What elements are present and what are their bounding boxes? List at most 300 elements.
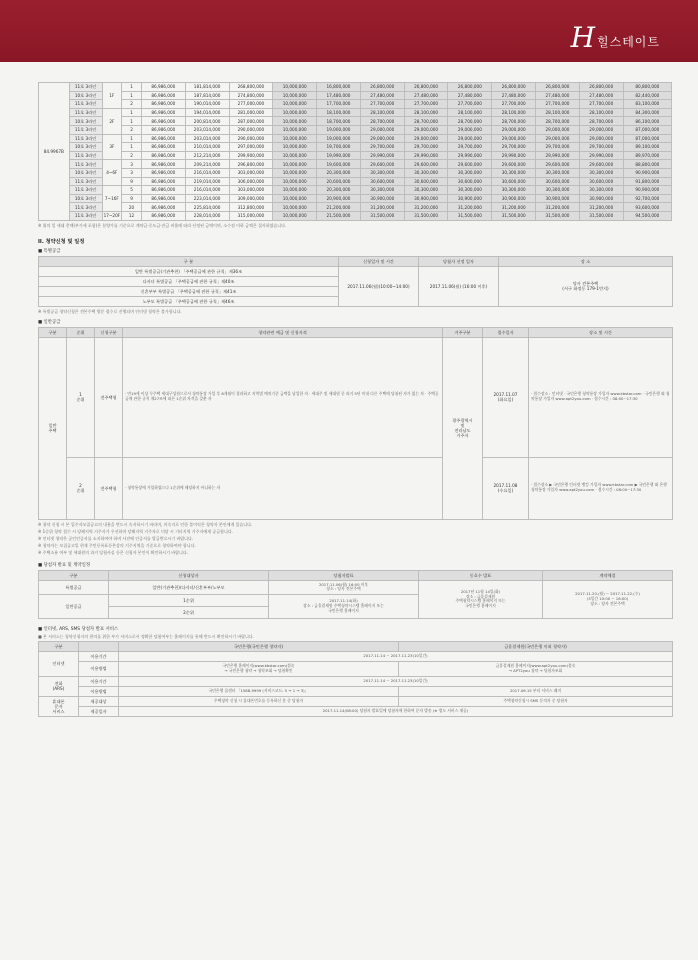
- rank2-place: · 접수장소 ▶ 국민은행 인터넷 뱅킹 가입자 www.kbstar.com ▶ 국민은행 외 은행 청약통장 가입자 www.apt2you.com · 접수시간 : 08:00~17:30: [529, 457, 673, 519]
- logo-mark: H: [570, 21, 596, 54]
- price-cell: 19,000,000: [317, 125, 361, 134]
- price-cell: 86,100,000: [623, 117, 671, 126]
- price-cell: 26,800,000: [360, 83, 404, 92]
- price-cell: 31,500,000: [360, 211, 404, 220]
- logo-text: 힐스테이트: [597, 34, 660, 49]
- price-cell: 1: [122, 83, 142, 92]
- general-notes: [38, 522, 672, 555]
- price-cell: 30,900,000: [404, 194, 448, 203]
- floor-cell: 3F: [102, 134, 122, 160]
- price-cell: 27,480,000: [492, 91, 536, 100]
- price-cell: 312,800,000: [229, 203, 273, 212]
- service-value-kb: 주택청약 신청 시 휴대폰번호를 등록하신 분 중 당첨자: [119, 696, 399, 706]
- service-item: 이용기간: [79, 652, 119, 662]
- price-cell: 31,500,000: [492, 211, 536, 220]
- price-cell: 29,000,000: [360, 125, 404, 134]
- price-cell: 28,700,000: [360, 117, 404, 126]
- special-supply-table: [38, 256, 673, 307]
- price-cell: 19,600,000: [317, 160, 361, 169]
- apply-type-rank2: 전주택형: [95, 457, 123, 519]
- price-cell: 27,700,000: [448, 100, 492, 109]
- price-cell: 2: [122, 125, 142, 134]
- price-cell: 86,986,000: [141, 177, 185, 186]
- price-cell: 28,700,000: [448, 117, 492, 126]
- schedule-special-target: 일반(기관추천)/다자녀/신혼부부/노부모: [109, 580, 269, 595]
- schedule-header-unit: 동호수 발표: [419, 570, 543, 580]
- service-row: [39, 662, 673, 677]
- price-row: [39, 108, 672, 117]
- general-note: ※ 주택소유 여부 및 세대원의 과거 당첨사실 등은 신청자 본인이 확인하시기 바랍니다.: [38, 549, 188, 555]
- service-header-type: 구분: [39, 642, 79, 652]
- price-cell: 19,700,000: [317, 143, 361, 152]
- unit-line-cell: 11호 3라인: [69, 151, 102, 160]
- general-note: ※ 인터넷 청약은 공인인증서를 소지하여야 하며 사전에 인증서를 발급받으시기 바랍니다.: [38, 535, 194, 541]
- rank2-date: 2017.11.08 (수요일): [483, 457, 529, 519]
- special-note: ※ 특별공급 청약신청은 견본주택 방문 접수로 진행되며 인터넷 청약은 불가합니다.: [38, 308, 182, 314]
- general-supply-table: [38, 327, 673, 520]
- price-cell: 26,800,000: [536, 83, 580, 92]
- price-cell: 3: [122, 168, 142, 177]
- price-cell: 200,814,000: [185, 117, 229, 126]
- unit-line-cell: 11호 3라인: [69, 83, 102, 92]
- price-cell: 29,990,000: [536, 151, 580, 160]
- price-cell: 26,800,000: [579, 83, 623, 92]
- service-item: 제공대상: [79, 696, 119, 706]
- price-cell: 28,100,000: [579, 108, 623, 117]
- service-row: [39, 652, 673, 662]
- price-cell: 30,900,000: [492, 194, 536, 203]
- price-cell: 303,000,000: [229, 186, 273, 195]
- price-cell: 299,900,000: [229, 151, 273, 160]
- price-cell: 31,200,000: [448, 203, 492, 212]
- schedule-rank2: 2순위: [109, 607, 269, 619]
- price-cell: 1: [122, 134, 142, 143]
- price-cell: 30,300,000: [448, 168, 492, 177]
- service-title: ■ 인터넷, ARS, SMS 당첨자 발표 서비스: [38, 626, 672, 632]
- price-cell: 27,480,000: [448, 91, 492, 100]
- price-cell: 31,200,000: [579, 203, 623, 212]
- price-cell: 84,300,000: [623, 108, 671, 117]
- price-cell: 29,000,000: [579, 125, 623, 134]
- price-cell: 86,986,000: [141, 117, 185, 126]
- apply-type-rank1: 전주택형: [95, 337, 123, 457]
- price-cell: 27,480,000: [536, 91, 580, 100]
- general-header-type: 구분: [39, 327, 67, 337]
- unit-line-cell: 10호 3라인: [69, 168, 102, 177]
- price-cell: 216,014,000: [185, 168, 229, 177]
- price-cell: 86,986,000: [141, 83, 185, 92]
- rank1-qualification: · 만19세 이상 무주택 세대구성원으로서 청약통장 가입 후 6개월이 경과하고 지역별 예치기준 금액을 납입한 자 · 세대주 및 세대원 중 과거 5년 이내 다른 주택에 당첨된 자가 없는 자 · 주택공급에 관한 규칙 제27조에 따른 1순위 자격을 갖춘 자: [123, 337, 443, 457]
- price-cell: 203,014,000: [185, 134, 229, 143]
- price-cell: 277,000,000: [229, 100, 273, 109]
- price-cell: 31,200,000: [360, 203, 404, 212]
- price-cell: 31,500,000: [448, 211, 492, 220]
- price-cell: 29,600,000: [404, 160, 448, 169]
- unit-line-cell: 11호 3라인: [69, 203, 102, 212]
- price-cell: 303,000,000: [229, 168, 273, 177]
- price-cell: 30,300,000: [579, 168, 623, 177]
- price-cell: 30,900,000: [579, 194, 623, 203]
- price-cell: 28,700,000: [404, 117, 448, 126]
- price-cell: 27,700,000: [579, 100, 623, 109]
- schedule-header-announce: 당첨자발표: [269, 570, 419, 580]
- price-cell: 296,800,000: [229, 160, 273, 169]
- price-cell: 31,500,000: [404, 211, 448, 220]
- price-cell: 10,000,000: [273, 143, 317, 152]
- price-cell: 20: [122, 203, 142, 212]
- general-header-residence: 거주구분: [443, 327, 483, 337]
- general-header-qualification: 청약관련 예금 및 신청자격: [123, 327, 443, 337]
- price-cell: 29,990,000: [448, 151, 492, 160]
- price-cell: 1: [122, 117, 142, 126]
- price-cell: 30,300,000: [492, 168, 536, 177]
- price-cell: 1: [122, 143, 142, 152]
- price-cell: 10,000,000: [273, 168, 317, 177]
- special-date: 2017.11.06(월)(10:00~14:00): [339, 266, 419, 306]
- unit-line-cell: 11호 3라인: [69, 108, 102, 117]
- price-cell: 83,100,000: [623, 100, 671, 109]
- price-cell: 26,800,000: [492, 83, 536, 92]
- price-row: [39, 203, 672, 212]
- price-row: [39, 117, 672, 126]
- price-cell: 30,600,000: [360, 177, 404, 186]
- price-cell: 29,600,000: [360, 160, 404, 169]
- service-row: [39, 676, 673, 686]
- price-cell: 18,700,000: [317, 117, 361, 126]
- service-value-kb: 국민은행 콜센터 「1588-9999 (서비스코드: 5 → 1 → 3)」: [119, 686, 399, 696]
- price-cell: 29,000,000: [404, 134, 448, 143]
- price-cell: 29,700,000: [579, 143, 623, 152]
- price-cell: 29,990,000: [579, 151, 623, 160]
- price-cell: 29,600,000: [492, 160, 536, 169]
- price-cell: 88,800,000: [623, 160, 671, 169]
- price-cell: 21,500,000: [317, 211, 361, 220]
- price-cell: 86,986,000: [141, 91, 185, 100]
- price-cell: 27,480,000: [360, 91, 404, 100]
- price-cell: 29,990,000: [360, 151, 404, 160]
- price-cell: 29,700,000: [360, 143, 404, 152]
- unit-line-cell: 10호 3라인: [69, 91, 102, 100]
- price-cell: 10,000,000: [273, 125, 317, 134]
- price-cell: 29,000,000: [492, 125, 536, 134]
- price-cell: 209,214,000: [185, 160, 229, 169]
- rank1-date: 2017.11.07 (화요일): [483, 337, 529, 457]
- service-group: 휴대폰 문자 서비스: [39, 696, 79, 716]
- price-cell: 27,700,000: [360, 100, 404, 109]
- price-cell: 30,600,000: [448, 177, 492, 186]
- price-cell: 274,800,000: [229, 91, 273, 100]
- service-value: 2017.11.14(08:00) 당첨자 발표일에 당첨자에 한하여 문자 발송 (※ 별도 서비스 제공): [119, 706, 673, 716]
- service-group: 전화 (ARS): [39, 676, 79, 696]
- price-cell: 30,600,000: [579, 177, 623, 186]
- price-cell: 10,000,000: [273, 100, 317, 109]
- price-cell: 86,986,000: [141, 211, 185, 220]
- special-place: 당사 견본주택 (서구 화정동 179-1번지): [499, 266, 673, 306]
- price-cell: 90,900,000: [623, 168, 671, 177]
- price-cell: 27,480,000: [579, 91, 623, 100]
- service-row: [39, 696, 673, 706]
- service-value-kftc: 2017.06.15 부터 서비스 폐지: [399, 686, 673, 696]
- price-cell: 17,700,000: [317, 100, 361, 109]
- price-row: [39, 125, 672, 134]
- price-cell: 10,000,000: [273, 151, 317, 160]
- price-cell: 187,814,000: [185, 91, 229, 100]
- price-cell: 9: [122, 194, 142, 203]
- service-header-item: [79, 642, 119, 652]
- price-cell: 19,000,000: [317, 134, 361, 143]
- price-row: [39, 186, 672, 195]
- schedule-header-type: 구분: [39, 570, 109, 580]
- service-header-kftc: 금융결제원(국민은행 이외 청약자): [399, 642, 673, 652]
- price-cell: 228,014,000: [185, 211, 229, 220]
- general-header-rank: 순위: [67, 327, 95, 337]
- unit-type-cell: 84.9967B: [39, 83, 70, 221]
- price-row: [39, 194, 672, 203]
- unit-line-cell: 10호 3라인: [69, 143, 102, 152]
- price-cell: 30,300,000: [579, 186, 623, 195]
- unit-line-cell: 10호 3라인: [69, 194, 102, 203]
- rank2-qualification: · 청약통장에 가입하였으나 1순위에 해당하지 아니하는 자: [123, 457, 443, 519]
- price-cell: 94,500,000: [623, 211, 671, 220]
- price-row: [39, 83, 672, 92]
- schedule-header-target: 신청대상자: [109, 570, 269, 580]
- price-cell: 30,900,000: [536, 194, 580, 203]
- price-cell: 29,000,000: [360, 134, 404, 143]
- price-cell: 27,700,000: [404, 100, 448, 109]
- price-cell: 89,100,000: [623, 143, 671, 152]
- price-cell: 10,000,000: [273, 134, 317, 143]
- price-cell: 29,700,000: [536, 143, 580, 152]
- price-cell: 86,986,000: [141, 203, 185, 212]
- unit-line-cell: 11호 3라인: [69, 125, 102, 134]
- price-cell: 29,700,000: [448, 143, 492, 152]
- price-cell: 86,986,000: [141, 143, 185, 152]
- price-cell: 28,100,000: [404, 108, 448, 117]
- price-cell: 86,986,000: [141, 134, 185, 143]
- special-header-place: 장 소: [499, 256, 673, 266]
- service-header-kb: 국민은행(국민은행 청약자): [119, 642, 399, 652]
- schedule-special-announce: 2017.11.06(월) 16:00 이후 장소 : 당사 견본주택: [269, 580, 419, 595]
- price-cell: 92,700,000: [623, 194, 671, 203]
- price-cell: 29,000,000: [448, 125, 492, 134]
- unit-line-cell: 11호 3라인: [69, 100, 102, 109]
- price-cell: 28,700,000: [536, 117, 580, 126]
- price-cell: 86,986,000: [141, 125, 185, 134]
- price-cell: 30,300,000: [448, 186, 492, 195]
- price-cell: 30,600,000: [404, 177, 448, 186]
- price-cell: 28,100,000: [536, 108, 580, 117]
- price-cell: 309,000,000: [229, 194, 273, 203]
- section-title: II. 청약신청 및 일정: [38, 238, 85, 245]
- price-cell: 31,500,000: [579, 211, 623, 220]
- price-cell: 30,300,000: [404, 168, 448, 177]
- price-cell: 225,814,000: [185, 203, 229, 212]
- price-cell: 28,700,000: [492, 117, 536, 126]
- price-cell: 20,600,000: [317, 177, 361, 186]
- service-item: 이용기간: [79, 676, 119, 686]
- price-cell: 30,300,000: [360, 186, 404, 195]
- price-cell: 12: [122, 211, 142, 220]
- price-cell: 10,000,000: [273, 160, 317, 169]
- price-cell: 223,014,000: [185, 194, 229, 203]
- price-cell: 31,500,000: [536, 211, 580, 220]
- price-cell: 281,000,000: [229, 108, 273, 117]
- price-cell: 30,900,000: [448, 194, 492, 203]
- price-cell: 29,700,000: [404, 143, 448, 152]
- price-cell: 297,000,000: [229, 143, 273, 152]
- content: [38, 82, 672, 717]
- price-cell: 30,900,000: [360, 194, 404, 203]
- unit-line-cell: 10호 3라인: [69, 117, 102, 126]
- price-cell: 30,300,000: [536, 186, 580, 195]
- price-cell: 86,986,000: [141, 108, 185, 117]
- service-group: 인터넷: [39, 652, 79, 677]
- price-cell: 27,480,000: [404, 91, 448, 100]
- rank-2: 2 순위: [67, 457, 95, 519]
- price-cell: 212,214,000: [185, 151, 229, 160]
- price-cell: 29,000,000: [579, 134, 623, 143]
- price-cell: 10,000,000: [273, 117, 317, 126]
- rank-1: 1 순위: [67, 337, 95, 457]
- schedule-contract: 2017.11.20.(월) ~ 2017.11.22.(수) (3일간 10:00 ~ 16:00) 장소 : 당사 견본주택: [543, 580, 673, 619]
- general-supply-title: ■ 일반공급: [38, 319, 672, 325]
- price-cell: 87,000,000: [623, 134, 671, 143]
- price-row: [39, 168, 672, 177]
- price-row: [39, 143, 672, 152]
- price-cell: 10,000,000: [273, 186, 317, 195]
- price-cell: 80,800,000: [623, 83, 671, 92]
- price-cell: 29,000,000: [536, 134, 580, 143]
- unit-line-cell: 11호 3라인: [69, 177, 102, 186]
- price-cell: 86,986,000: [141, 160, 185, 169]
- price-row: [39, 134, 672, 143]
- price-cell: 3: [122, 160, 142, 169]
- unit-line-cell: 11호 3라인: [69, 134, 102, 143]
- price-cell: 18,100,000: [317, 108, 361, 117]
- price-cell: 30,300,000: [492, 186, 536, 195]
- price-cell: 2: [122, 100, 142, 109]
- schedule-table: [38, 570, 673, 620]
- price-cell: 29,700,000: [492, 143, 536, 152]
- general-note: ※ 청약 신청 시 본 입주자모집공고의 내용을 반드시 숙지하시기 바라며, 미숙지로 인한 불이익은 청약자 본인에게 있습니다.: [38, 521, 253, 527]
- price-cell: 216,014,000: [185, 186, 229, 195]
- price-cell: 29,600,000: [579, 160, 623, 169]
- price-cell: 29,000,000: [404, 125, 448, 134]
- service-value-kftc: 금융결제원 홈페이지(www.apt2you.com)접속 → APT2you 청약 → 당첨자조회: [399, 662, 673, 677]
- price-cell: 86,986,000: [141, 186, 185, 195]
- floor-cell: 7~16F: [102, 186, 122, 212]
- price-cell: 9: [122, 177, 142, 186]
- unit-line-cell: 11호 3라인: [69, 211, 102, 220]
- price-cell: 86,986,000: [141, 194, 185, 203]
- schedule-rank1: 1순위: [109, 595, 269, 607]
- schedule-general: 일반공급: [39, 595, 109, 619]
- price-cell: 29,000,000: [536, 125, 580, 134]
- general-note: ※ 1순위 청약 접수 시 당해지역 거주자가 우선하며 당해지역 거주자로 미달 시 기타지역 거주자에게 공급합니다.: [38, 528, 233, 534]
- price-cell: 5: [122, 186, 142, 195]
- price-cell: 28,700,000: [579, 117, 623, 126]
- special-row: 다자녀 특별공급 「주택공급에 관한 규칙」제40조: [39, 276, 339, 286]
- schedule-special: 특별공급: [39, 580, 109, 595]
- price-cell: 20,900,000: [317, 194, 361, 203]
- price-note: ※ 위의 일 세대 총액(부가세 포함)은 분양가를 기준으로 계약금·중도금·잔금 비율에 따라 산정된 금액이며, 소수점 이하 금액은 절사하였습니다.: [38, 222, 287, 228]
- price-cell: 30,300,000: [536, 168, 580, 177]
- general-header-date: 접수일자: [483, 327, 529, 337]
- price-row: [39, 160, 672, 169]
- price-cell: 26,800,000: [404, 83, 448, 92]
- price-cell: 20,300,000: [317, 186, 361, 195]
- general-header-place: 장소 및 시간: [529, 327, 673, 337]
- schedule-header-contract: 계약체결: [543, 570, 673, 580]
- price-cell: 19,990,000: [317, 151, 361, 160]
- price-row: [39, 211, 672, 220]
- special-header-date: 신청일자 및 시간: [339, 256, 419, 266]
- service-value-kb: 국민은행 홈페이지(www.kbstar.com)접속 → 국민은행 청약 → 청약조회 → 당첨확인: [119, 662, 399, 677]
- general-header-apply: 신청구분: [95, 327, 123, 337]
- general-note: ※ 청약자는 모집공고일 현재 주민등록표등본상의 거주지역을 기준으로 청약하여야 합니다.: [38, 542, 196, 548]
- price-cell: 29,990,000: [492, 151, 536, 160]
- price-cell: 181,814,000: [185, 83, 229, 92]
- schedule-unit-announce: 2017년 11월 14일(화) 장소 : 금융결제원 주택청약시스템 홈페이지 또는 국민은행 홈페이지: [419, 580, 543, 619]
- price-cell: 203,014,000: [185, 125, 229, 134]
- price-cell: 30,600,000: [536, 177, 580, 186]
- special-row: 일반 특별공급(기관추천) 「주택공급에 관한 규칙」제36조: [39, 266, 339, 276]
- special-winner-date: 2017.11.06(월) (16:00 이후): [419, 266, 499, 306]
- price-cell: 86,986,000: [141, 168, 185, 177]
- floor-cell: 1F: [102, 83, 122, 109]
- residence-region: 광주광역시 및 전라남도 거주자: [443, 337, 483, 519]
- special-row: 노부모 특별공급 「주택공급에 관한 규칙」제46조: [39, 296, 339, 306]
- service-item: 제공일자: [79, 706, 119, 716]
- price-cell: 10,000,000: [273, 177, 317, 186]
- price-cell: 31,200,000: [492, 203, 536, 212]
- service-row: [39, 706, 673, 716]
- price-cell: 29,600,000: [448, 160, 492, 169]
- service-value: 2017.11.14 ~ 2017.11.23(10일간): [119, 652, 673, 662]
- price-cell: 27,700,000: [536, 100, 580, 109]
- price-cell: 290,000,000: [229, 125, 273, 134]
- price-cell: 29,600,000: [536, 160, 580, 169]
- price-cell: 10,000,000: [273, 211, 317, 220]
- special-header-winner: 당첨자 선정 일자: [419, 256, 499, 266]
- price-cell: 306,000,000: [229, 177, 273, 186]
- price-cell: 190,014,000: [185, 100, 229, 109]
- price-cell: 28,100,000: [360, 108, 404, 117]
- brand-logo: [570, 21, 660, 54]
- floor-cell: 4~6F: [102, 160, 122, 186]
- price-cell: 28,100,000: [492, 108, 536, 117]
- floor-cell: 2F: [102, 108, 122, 134]
- special-row: 신혼부부 특별공급 「주택공급에 관한 규칙」제41조: [39, 286, 339, 296]
- service-item: 이용방법: [79, 662, 119, 677]
- service-value-kftc: 주택청약신청시 SMS 동의자 중 당첨자: [399, 696, 673, 706]
- price-cell: 93,600,000: [623, 203, 671, 212]
- price-cell: 210,014,000: [185, 143, 229, 152]
- price-cell: 290,000,000: [229, 134, 273, 143]
- price-row: [39, 91, 672, 100]
- price-cell: 30,300,000: [360, 168, 404, 177]
- special-supply-title: ■ 특별공급: [38, 248, 672, 254]
- price-cell: 16,800,000: [317, 83, 361, 92]
- price-cell: 20,300,000: [317, 168, 361, 177]
- price-cell: 10,000,000: [273, 108, 317, 117]
- price-cell: 91,800,000: [623, 177, 671, 186]
- schedule-title: ■ 당첨자 발표 및 계약일정: [38, 562, 672, 568]
- price-cell: 10,000,000: [273, 203, 317, 212]
- price-cell: 29,990,000: [404, 151, 448, 160]
- price-cell: 29,000,000: [448, 134, 492, 143]
- general-group: 일반 주택: [39, 337, 67, 519]
